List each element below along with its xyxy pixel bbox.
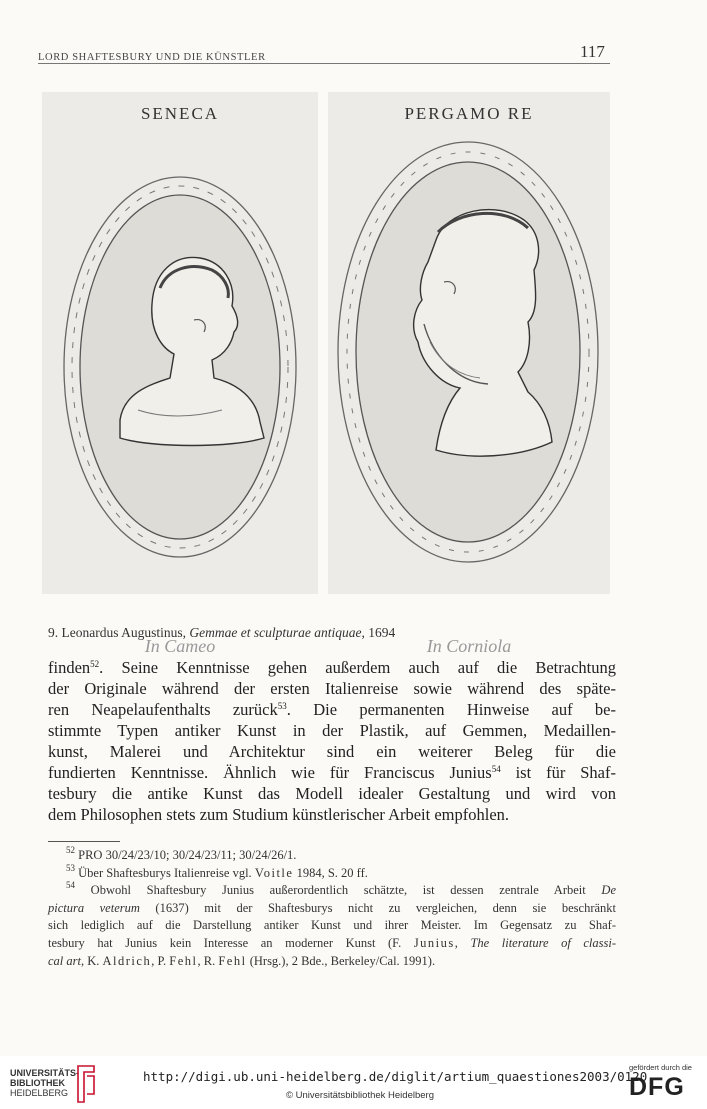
dfg-logo[interactable]: DFG: [629, 1073, 685, 1101]
plate-caption-seneca: In Cameo: [144, 636, 216, 656]
figure-caption-number: 9. Leonardus Augustinus,: [48, 625, 190, 640]
footnote-53: $^{53}$ Über Shaftesburys Italienreise vgl. Voitle 1984, S. 20 ff.: [66, 862, 368, 880]
body-line: tesbury die antike Kunst das Modell idealer Gestaltung und wird von: [48, 784, 616, 803]
footnote-54-line: sich lediglich auf die Darstellung antiker Kunst und ihrer Meister. Im Gegensatz zu Shaf-: [48, 918, 616, 933]
figure-caption: [48, 625, 395, 641]
body-line: kunst, Malerei und Architektur sind ein weiterer Beleg für die: [48, 742, 616, 761]
header-rule: [38, 63, 610, 64]
body-line: ren Neapelaufenthalts zurück$^{53}$. Die permanenten Hinweise auf be-: [48, 700, 616, 719]
ub-heidelberg-logo[interactable]: UNIVERSITÄTS- BIBLIOTHEK HEIDELBERG: [10, 1068, 80, 1098]
ub-heidelberg-mark-icon: [74, 1064, 98, 1104]
figure-caption-year: , 1694: [361, 625, 396, 640]
dfg-funded-by: gefördert durch die: [629, 1063, 692, 1072]
footnote-ref-54: 54: [491, 764, 501, 774]
footnote-ref-52: 52: [90, 659, 100, 669]
figure-caption-title: Gemmae et sculpturae antiquae: [189, 625, 362, 640]
permalink-url[interactable]: http://digi.ub.uni-heidelberg.de/diglit/artium_quaestiones2003/0120: [143, 1069, 648, 1084]
plate-caption-pergamo: In Corniola: [426, 636, 512, 656]
seneca-engraving: [42, 92, 318, 594]
plate-title-seneca: SENECA: [140, 104, 220, 123]
body-paragraph: [48, 657, 616, 825]
footnote-52: $^{52}$ PRO 30/24/23/10; 30/24/23/11; 30/24/26/1.: [66, 845, 297, 862]
body-line: fundierten Kenntnisse. Ähnlich wie für Franciscus Junius$^{54}$ ist für Shaf-: [48, 763, 616, 782]
footnote-54: $^{54}$ Obwohl Shaftesbury Junius außerordentlich schätzte, ist dessen zentrale Arbeit De: [66, 880, 616, 898]
body-line: der Originale während der ersten Italienreise sowie während des späte-: [48, 679, 616, 698]
page-number: 117: [580, 42, 605, 61]
footnote-rule: [48, 841, 120, 842]
running-head: LORD SHAFTESBURY UND DIE KÜNSTLER: [38, 52, 266, 63]
body-line: dem Philosophen stets zum Studium künstlerischer Arbeit empfohlen.: [48, 805, 510, 824]
plate-title-pergamo: PERGAMO RE: [404, 104, 534, 123]
footnotes: [48, 847, 616, 970]
copyright-notice: © Universitätsbibliothek Heidelberg: [286, 1090, 434, 1101]
pergamo-engraving: [328, 92, 610, 594]
footnote-54-line: tesbury hat Junius kein Interesse an moderner Kunst (F. Junius, The literature of classi-: [48, 935, 616, 950]
footnote-ref-53: 53: [277, 701, 287, 711]
footnote-54-line: pictura veterum (1637) mit der Shaftesburys nicht zu vergleichen, denn sie beschränkt: [48, 900, 616, 915]
body-line: finden$^{52}$. Seine Kenntnisse gehen außerdem auch auf die Betrachtung: [48, 658, 616, 677]
footnote-54-line: cal art, K. Aldrich, P. Fehl, R. Fehl (Hrsg.), 2 Bde., Berkeley/Cal. 1991).: [48, 953, 436, 968]
body-line: stimmte Typen antiker Kunst in der Plastik, auf Gemmen, Medaillen-: [48, 721, 616, 740]
